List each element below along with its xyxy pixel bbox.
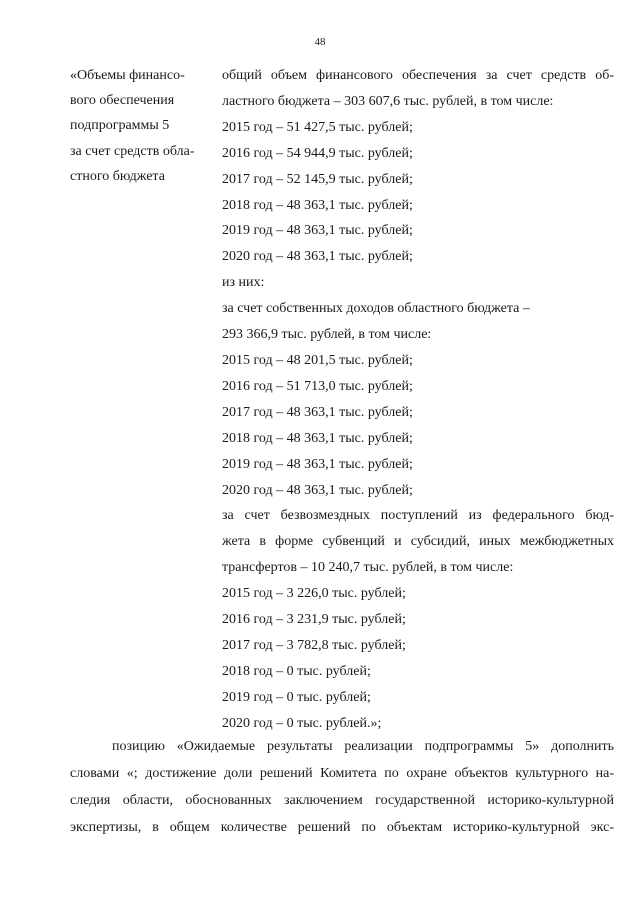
funding-line: 2015 год – 48 201,5 тыс. рублей; [222, 352, 413, 368]
funding-line: 2020 год – 48 363,1 тыс. рублей; [222, 249, 413, 265]
funding-details-column [222, 63, 614, 737]
row-label-line: «Объемы финансо- [70, 68, 185, 83]
funding-line: 2015 год – 51 427,5 тыс. рублей; [222, 119, 413, 135]
funding-line: 2016 год – 3 231,9 тыс. рублей; [222, 612, 406, 628]
funding-line: 2019 год – 0 тыс. рублей; [222, 689, 371, 705]
funding-line: 2018 год – 48 363,1 тыс. рублей; [222, 197, 413, 213]
row-label-line: стного бюджета [70, 168, 165, 184]
funding-line: 2018 год – 48 363,1 тыс. рублей; [222, 430, 413, 446]
funding-line: 2018 год – 0 тыс. рублей; [222, 663, 371, 679]
amendment-paragraph [70, 733, 614, 841]
funding-line: 2017 год – 48 363,1 тыс. рублей; [222, 404, 413, 420]
paragraph-line: позицию «Ожидаемые результаты реализации подпрограммы 5» дополнить [112, 739, 614, 754]
funding-line: из них: [222, 275, 265, 291]
funding-line: 2017 год – 3 782,8 тыс. рублей; [222, 637, 406, 653]
funding-line: общий объем финансового обеспечения за счет средств об- [222, 68, 614, 83]
paragraph-line: словами «; достижение доли решений Комитета по охране объектов культурного на- [70, 766, 614, 781]
funding-line: за счет безвозмездных поступлений из федерального бюд- [222, 508, 614, 524]
row-label-line: вого обеспечения [70, 93, 175, 109]
paragraph-line: экспертизы, в общем количестве решений по объектам историко-культурной экс- [70, 820, 614, 835]
row-label-line: подпрограммы 5 [70, 118, 170, 134]
funding-line: ластного бюджета – 303 607,6 тыс. рублей, в том числе: [222, 93, 554, 109]
page-number: 48 [314, 36, 326, 48]
funding-line: 2015 год – 3 226,0 тыс. рублей; [222, 586, 406, 602]
row-label-line: за счет средств обла- [70, 143, 195, 159]
funding-line: 2020 год – 0 тыс. рублей.»; [222, 715, 382, 731]
funding-line: трансфертов – 10 240,7 тыс. рублей, в том числе: [222, 560, 514, 576]
funding-line: 2017 год – 52 145,9 тыс. рублей; [222, 171, 413, 187]
row-label-column [70, 63, 220, 189]
funding-line: 2019 год – 48 363,1 тыс. рублей; [222, 456, 413, 472]
funding-line: жета в форме субвенций и субсидий, иных межбюджетных [222, 534, 614, 550]
funding-line: 2020 год – 48 363,1 тыс. рублей; [222, 482, 413, 498]
funding-line: 2016 год – 51 713,0 тыс. рублей; [222, 378, 413, 394]
paragraph-line: следия области, обоснованных заключением государственной историко-культурной [70, 793, 614, 808]
funding-line: за счет собственных доходов областного бюджета – [222, 301, 530, 317]
funding-line: 2019 год – 48 363,1 тыс. рублей; [222, 223, 413, 239]
funding-line: 2016 год – 54 944,9 тыс. рублей; [222, 145, 413, 161]
funding-line: 293 366,9 тыс. рублей, в том числе: [222, 327, 432, 343]
